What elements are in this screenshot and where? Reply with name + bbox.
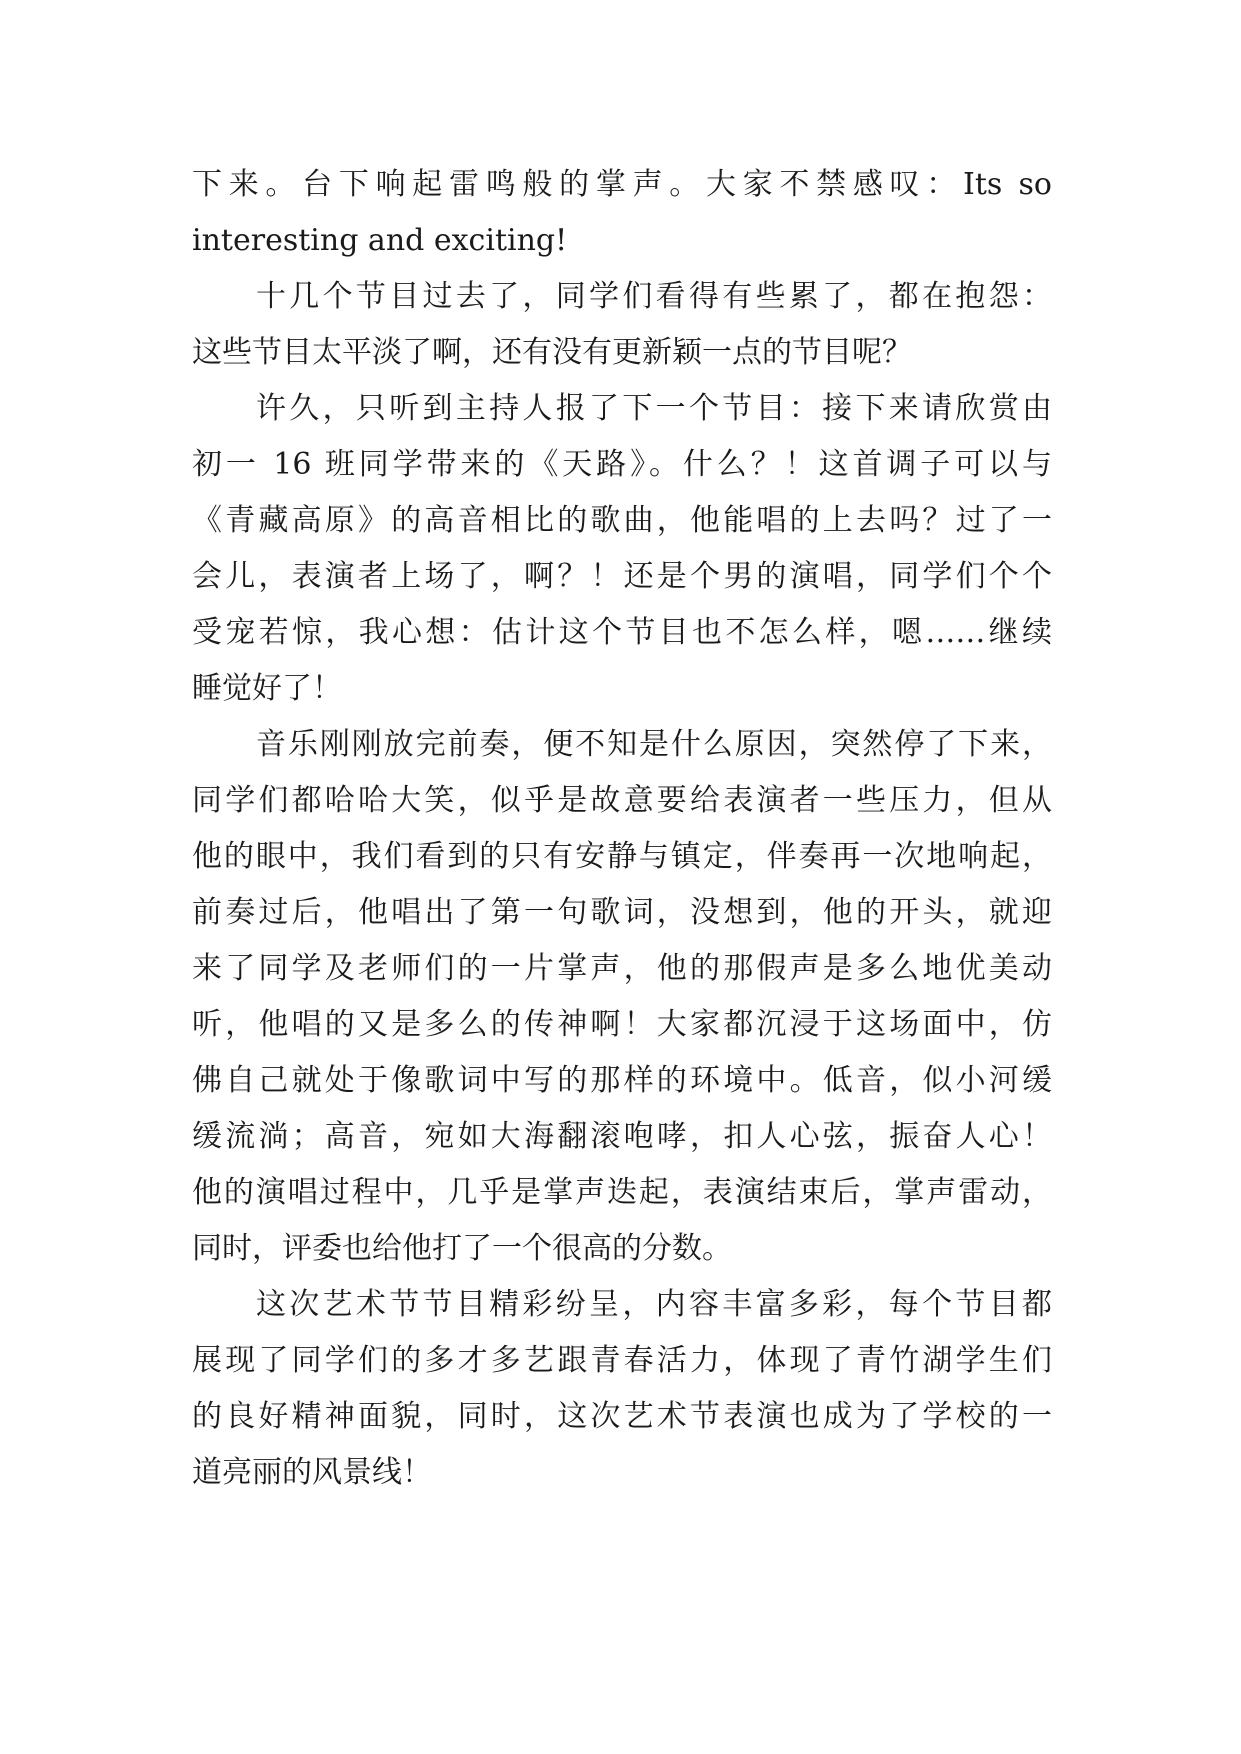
text-line: 的良好精神面貌，同时，这次艺术节表演也成为了学校的一 (192, 1399, 1052, 1434)
text-line: 音乐刚刚放完前奏，便不知是什么原因，突然停了下来， (256, 727, 1052, 762)
text-line: 来了同学及老师们的一片掌声，他的那假声是多么地优美动 (192, 951, 1052, 986)
text-line: 前奏过后，他唱出了第一句歌词，没想到，他的开头，就迎 (192, 895, 1052, 930)
text-line: interesting and exciting! (192, 223, 568, 258)
text-line: 听，他唱的又是多么的传神啊！大家都沉浸于这场面中，仿 (192, 1007, 1052, 1042)
text-line: 这次艺术节节目精彩纷呈，内容丰富多彩，每个节目都 (256, 1287, 1052, 1322)
text-line: 同时，评委也给他打了一个很高的分数。 (192, 1231, 732, 1266)
text-line: 《青藏高原》的高音相比的歌曲，他能唱的上去吗？过了一 (192, 503, 1052, 538)
text-line: 初一 16 班同学带来的《天路》。什么？！这首调子可以与 (192, 447, 1052, 482)
text-line: 受宠若惊，我心想：估计这个节目也不怎么样，嗯……继续 (192, 615, 1052, 650)
text-line: 佛自己就处于像歌词中写的那样的环境中。低音，似小河缓 (192, 1063, 1052, 1098)
text-line: 展现了同学们的多才多艺跟青春活力，体现了青竹湖学生们 (192, 1343, 1052, 1378)
text-line: 许久，只听到主持人报了下一个节目：接下来请欣赏由 (256, 391, 1052, 426)
text-line: 会儿，表演者上场了，啊？！还是个男的演唱，同学们个个 (192, 559, 1052, 594)
text-line: 下来。台下响起雷鸣般的掌声。大家不禁感叹：Its so (192, 167, 1052, 202)
text-line: 同学们都哈哈大笑，似乎是故意要给表演者一些压力，但从 (192, 783, 1052, 818)
text-line: 他的眼中，我们看到的只有安静与镇定，伴奏再一次地响起， (192, 839, 1052, 874)
text-line: 道亮丽的风景线！ (192, 1455, 432, 1490)
text-line: 他的演唱过程中，几乎是掌声迭起，表演结束后，掌声雷动， (192, 1175, 1052, 1210)
text-line: 缓流淌；高音，宛如大海翻滚咆哮，扣人心弦，振奋人心！ (192, 1119, 1052, 1154)
document-body (192, 157, 1052, 1501)
text-line: 十几个节目过去了，同学们看得有些累了，都在抱怨： (256, 279, 1052, 314)
text-line: 这些节目太平淡了啊，还有没有更新颖一点的节目呢？ (192, 335, 912, 370)
text-line: 睡觉好了！ (192, 671, 342, 706)
